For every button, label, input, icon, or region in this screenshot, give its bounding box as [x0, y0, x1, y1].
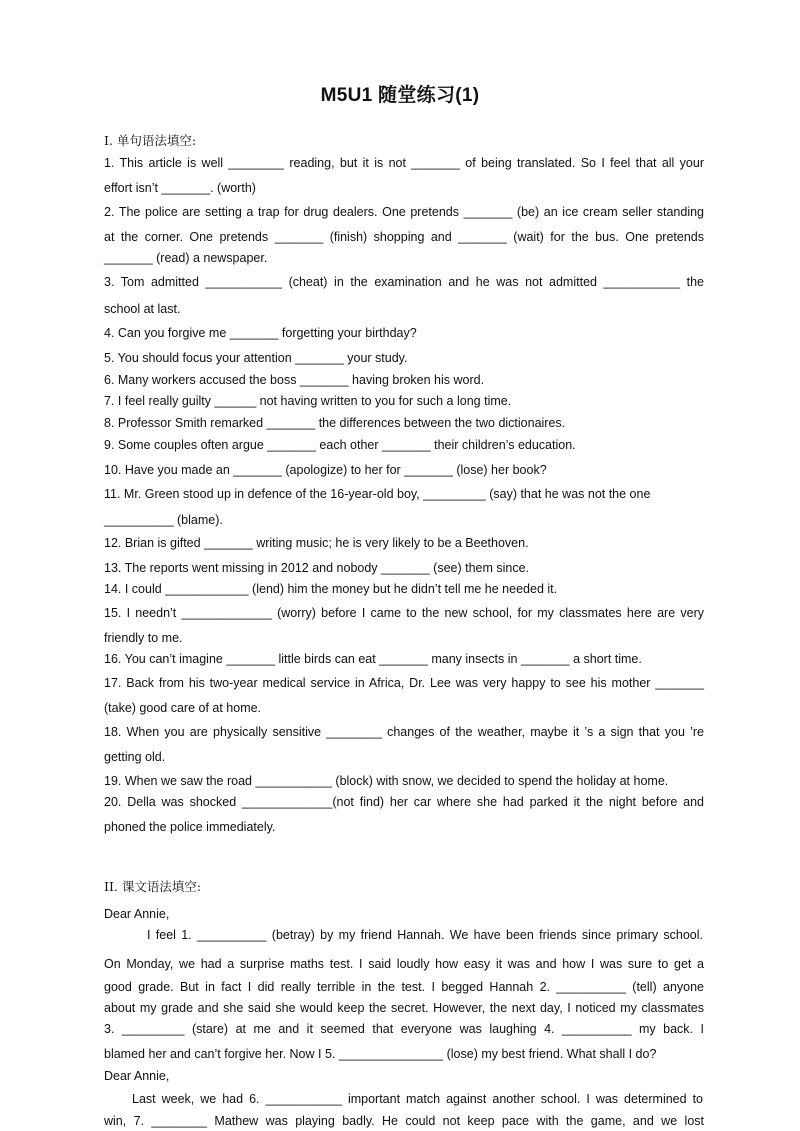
exercise-line: 5. You should focus your attention _______ your study.: [104, 351, 408, 365]
letter-salutation: Dear Annie,: [104, 907, 170, 921]
exercise-line: 19. When we saw the road ___________ (block) with snow, we decided to spend the holiday at home.: [104, 774, 669, 788]
exercise-line: 1. This article is well ________ reading, but it is not _______ of being translated. So I feel that all your: [104, 156, 704, 170]
exercise-line: 2. The police are setting a trap for drug dealers. One pretends _______ (be) an ice cream seller standing: [104, 205, 704, 219]
letter-salutation: Dear Annie,: [104, 1069, 170, 1083]
passage-line: win, 7. ________ Mathew was playing badly. He could not keep pace with the game, and we lost: [104, 1114, 704, 1128]
passage-line: blamed her and can’t forgive her. Now I 5. _______________ (lose) my best friend. What shall I do?: [104, 1047, 657, 1061]
exercise-line: 12. Brian is gifted _______ writing music; he is very likely to be a Beethoven.: [104, 536, 529, 550]
exercise-line: 17. Back from his two-year medical service in Africa, Dr. Lee was very happy to see his mother _______: [104, 676, 704, 690]
exercise-line: 14. I could ____________ (lend) him the money but he didn’t tell me he needed it.: [104, 582, 558, 596]
section-2-heading: II. 课文语法填空:: [104, 879, 202, 894]
exercise-line: 20. Della was shocked _____________(not find) her car where she had parked it the night before and: [104, 795, 704, 809]
exercise-line: 4. Can you forgive me _______ forgetting your birthday?: [104, 326, 417, 340]
exercise-line: 6. Many workers accused the boss _______ having broken his word.: [104, 373, 485, 387]
exercise-line: 8. Professor Smith remarked _______ the differences between the two dictionaires.: [104, 416, 566, 430]
exercise-line: 3. Tom admitted ___________ (cheat) in the examination and he was not admitted ___________ the: [104, 275, 704, 289]
exercise-line: effort isn’t _______. (worth): [104, 181, 256, 195]
exercise-line: 10. Have you made an _______ (apologize) to her for _______ (lose) her book?: [104, 463, 547, 477]
exercise-line: school at last.: [104, 302, 181, 316]
exercise-line: 18. When you are physically sensitive ________ changes of the weather, maybe it ’s a sign that you ’re: [104, 725, 704, 739]
exercise-line: (take) good care of at home.: [104, 701, 262, 715]
exercise-line: at the corner. One pretends _______ (finish) shopping and _______ (wait) for the bus. One pretends: [104, 230, 704, 244]
section-1-heading: I. 单句语法填空:: [104, 133, 197, 148]
passage-line: Last week, we had 6. ___________ important match against another school. I was determined to: [132, 1092, 703, 1106]
passage-line: good grade. But in fact I did really terrible in the test. I begged Hannah 2. __________ (tell) anyone: [104, 980, 704, 994]
exercise-line: getting old.: [104, 750, 166, 764]
exercise-line: 11. Mr. Green stood up in defence of the 16-year-old boy, _________ (say) that he was not the one: [104, 487, 651, 501]
page-title: M5U1 随堂练习(1): [320, 85, 480, 106]
passage-line: On Monday, we had a surprise maths test. I said loudly how easy it was and how I was sure to get a: [104, 957, 704, 971]
exercise-line: 16. You can’t imagine _______ little birds can eat _______ many insects in _______ a short time.: [104, 652, 642, 666]
exercise-line: _______ (read) a newspaper.: [104, 251, 268, 265]
exercise-line: 13. The reports went missing in 2012 and nobody _______ (see) them since.: [104, 561, 530, 575]
passage-line: 3. _________ (stare) at me and it seemed that everyone was laughing 4. __________ my back. I: [104, 1022, 704, 1036]
passage-line: about my grade and she said she would keep the secret. However, the next day, I noticed my classmates: [104, 1001, 704, 1015]
exercise-line: phoned the police immediately.: [104, 820, 276, 834]
exercise-line: friendly to me.: [104, 631, 183, 645]
exercise-line: 7. I feel really guilty ______ not having written to you for such a long time.: [104, 394, 512, 408]
exercise-line: 9. Some couples often argue _______ each other _______ their children’s education.: [104, 438, 576, 452]
passage-line: I feel 1. __________ (betray) by my friend Hannah. We have been friends since primary school.: [147, 928, 703, 942]
exercise-line: 15. I needn’t _____________ (worry) before I came to the new school, for my classmates here are very: [104, 606, 704, 620]
exercise-line: __________ (blame).: [104, 513, 223, 527]
